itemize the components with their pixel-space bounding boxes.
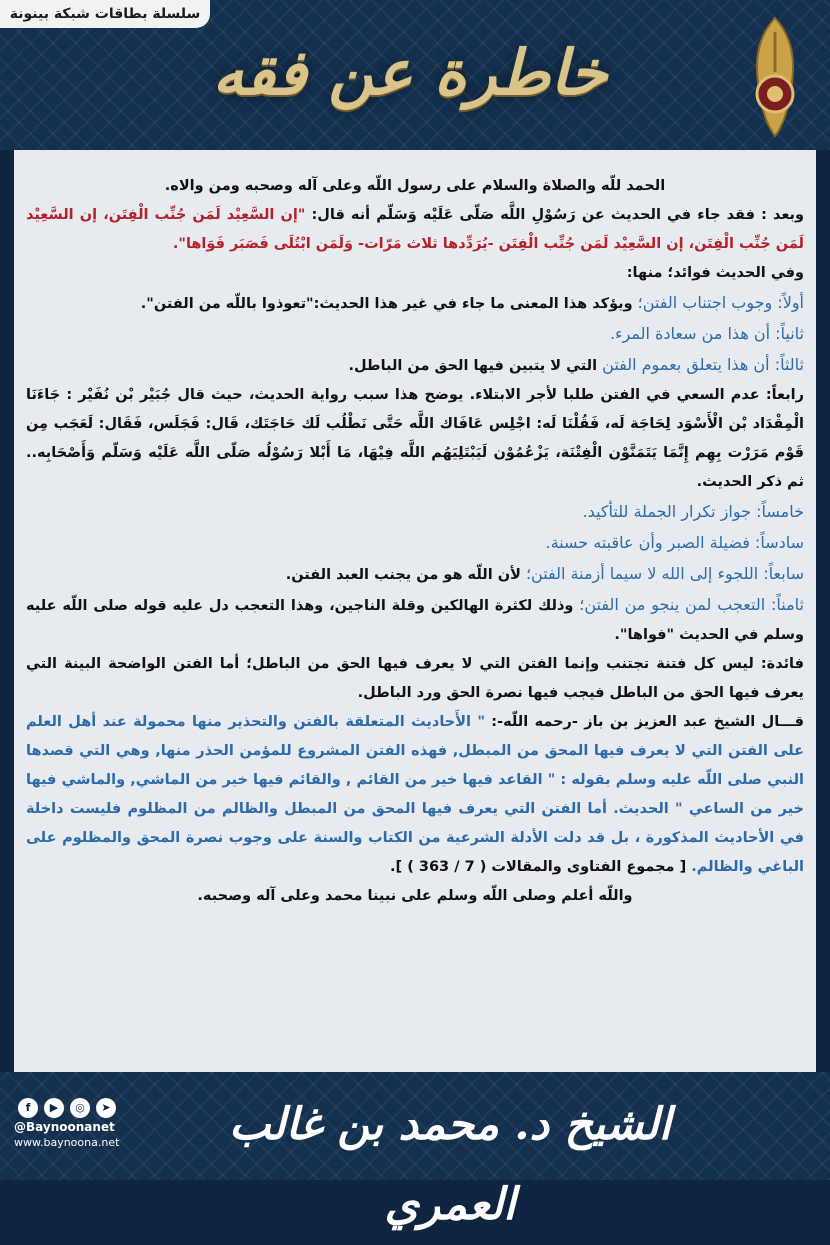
social-handle[interactable]: @Baynoonanet xyxy=(14,1120,115,1134)
hadith-text: "إن السَّعِيْد لَمَن جُنِّب الْفِتَن، إن السَّعِيْد لَمَن جُنِّب الْفِتَن، إن السَّعِيْد لَمَن جُنِّب الْفِتَن -يُرَدِّدها ثلاث مَرّات- وَلَمَن ابْتُلَى فَصَبَر فَوَاها". xyxy=(26,207,804,252)
baynoona-logo-icon xyxy=(738,12,812,140)
point-4 xyxy=(26,381,804,497)
point-7-body: لأن اللّه هو من يجنب العبد الفتن. xyxy=(285,567,526,583)
quote-text: " الأَحاديث المتعلقة بالفتن والتحذير منها محمولة عند أهل العلم على الفتن التي لا يعرف فيها المحق من المبطل, فهذه الفتن المشروع للمؤمن الحذر منها, وهي التي قصدها النبي صلى اللّه عليه وسلم بقوله : " القاعد فيها خير من القائم , والقائم فيها خير من الماشي, والماشي فيها خير من الساعي " الحديث. أما الفتن التي يعرف فيها المحق من المبطل والظالم من المظلوم فليست داخلة في الأحاديث المذكورة ، بل قد دلت الأدلة الشرعية من الكتاب والسنة على وجوب نصرة المحق والمظلوم على الباغي والظالم. xyxy=(26,714,804,875)
opening-line: الحمد للّه والصلاة والسلام على رسول اللّه وعلى آله وصحبه ومن والاه. xyxy=(164,178,666,194)
point-7-heading: سابعاً: اللجوء إلى الله لا سيما أزمنة الفتن؛ xyxy=(525,564,804,583)
point-8 xyxy=(26,590,804,650)
quote-reference: [ مجموع الفتاوى والمقالات ( 7 / 363 ) ]. xyxy=(390,859,692,875)
point-6 xyxy=(26,528,804,559)
point-4-heading: رابعاً: عدم السعي في الفتن طلبا لأجر الابتلاء. xyxy=(469,387,805,403)
point-5 xyxy=(26,497,804,528)
point-4-body: يوضح هذا سبب رواية الحديث، حيث قال جُبَيْر بْن نُفَيْر : جَاءَنَا الْمِقْدَاد بْن الْأَسْوَد لِحَاجَة لَه، فَقُلْنَا لَه: اجْلِس عَافَاك اللَّه حَتَّى نَطْلُب لَك حَاجَتَك، قَال: فَجَلَس، فَقَال: لَعَجَب مِن قَوْم مَرَرْت بِهِم إِنَّمَا يَتَمَنَّوْن الْفِتْنَة، يَزْعُمُوْن لَيَبْتَلِيَهُم اللَّه فِيْهَا، مَا أَبْلا رَسُوْلُه صَلّى اللَّه عَلَيْه وَسَلّم وَأَصْحَابِه.. ثم ذكر الحديث. xyxy=(26,387,804,490)
point-3-body: التي لا يتبين فيها الحق من الباطل. xyxy=(348,358,603,374)
point-1-heading: أولاً: وجوب اجتناب الفتن؛ xyxy=(637,293,804,312)
telegram-icon[interactable]: ➤ xyxy=(96,1098,116,1118)
closing-line: واللّه أعلم وصلى اللّه وسلم على نبينا محمد وعلى آله وصحبه. xyxy=(197,888,633,904)
point-7 xyxy=(26,559,804,590)
point-2 xyxy=(26,319,804,350)
point-3 xyxy=(26,350,804,381)
author-signature: الشيخ د. محمد بن غالب العمري xyxy=(228,1099,672,1230)
page-title: خاطرة عن فقه xyxy=(212,36,608,109)
series-badge: سلسلة بطاقات شبكة بينونة xyxy=(0,0,210,28)
website-link[interactable]: www.baynoona.net xyxy=(14,1136,120,1149)
facebook-icon[interactable]: f xyxy=(18,1098,38,1118)
point-6-heading: سادساً: فضيلة الصبر وأن عاقبته حسنة. xyxy=(545,533,804,552)
youtube-icon[interactable]: ▶ xyxy=(44,1098,64,1118)
benefits-intro: وفي الحديث فوائد؛ منها: xyxy=(626,265,804,281)
point-1 xyxy=(26,288,804,319)
point-2-heading: ثانياً: أن هذا من سعادة المرء. xyxy=(609,324,804,343)
article-body xyxy=(14,150,816,1072)
intro-paragraph xyxy=(26,201,804,259)
instagram-icon[interactable]: ◎ xyxy=(70,1098,90,1118)
point-5-heading: خامساً: جواز تكرار الجملة للتأكيد. xyxy=(582,502,804,521)
social-icons xyxy=(18,1098,128,1118)
fawaid-paragraph: فائدة: ليس كل فتنة تجتنب وإنما الفتن التي لا يعرف فيها الحق من الباطل؛ أما الفتن الواضحة البينة التي يعرف فيها الحق من الباطل فيجب فيها نصرة الحق ورد الباطل. xyxy=(26,656,804,701)
point-8-heading: ثامناً: التعجب لمن ينجو من الفتن؛ xyxy=(579,595,805,614)
point-1-body: ويؤكد هذا المعنى ما جاء في غير هذا الحديث:"تعوذوا باللّه من الفتن". xyxy=(140,296,638,312)
intro-text: وبعد : فقد جاء في الحديث عن رَسُوْلِ اللَّه صَلّى عَلَيْه وَسَلّم أنه قال: xyxy=(305,207,805,223)
point-8-body: وذلك لكثرة الهالكين وقلة الناجين، وهذا التعجب دل عليه قوله صلى اللّه عليه وسلم في الحديث "فواها". xyxy=(26,598,804,643)
point-3-heading: ثالثاً: أن هذا يتعلق بعموم الفتن xyxy=(602,355,804,374)
ibn-baz-quote xyxy=(26,708,804,882)
quote-intro: قـــال الشيخ عبد العزيز بن باز -رحمه اللّه-: xyxy=(484,714,804,730)
